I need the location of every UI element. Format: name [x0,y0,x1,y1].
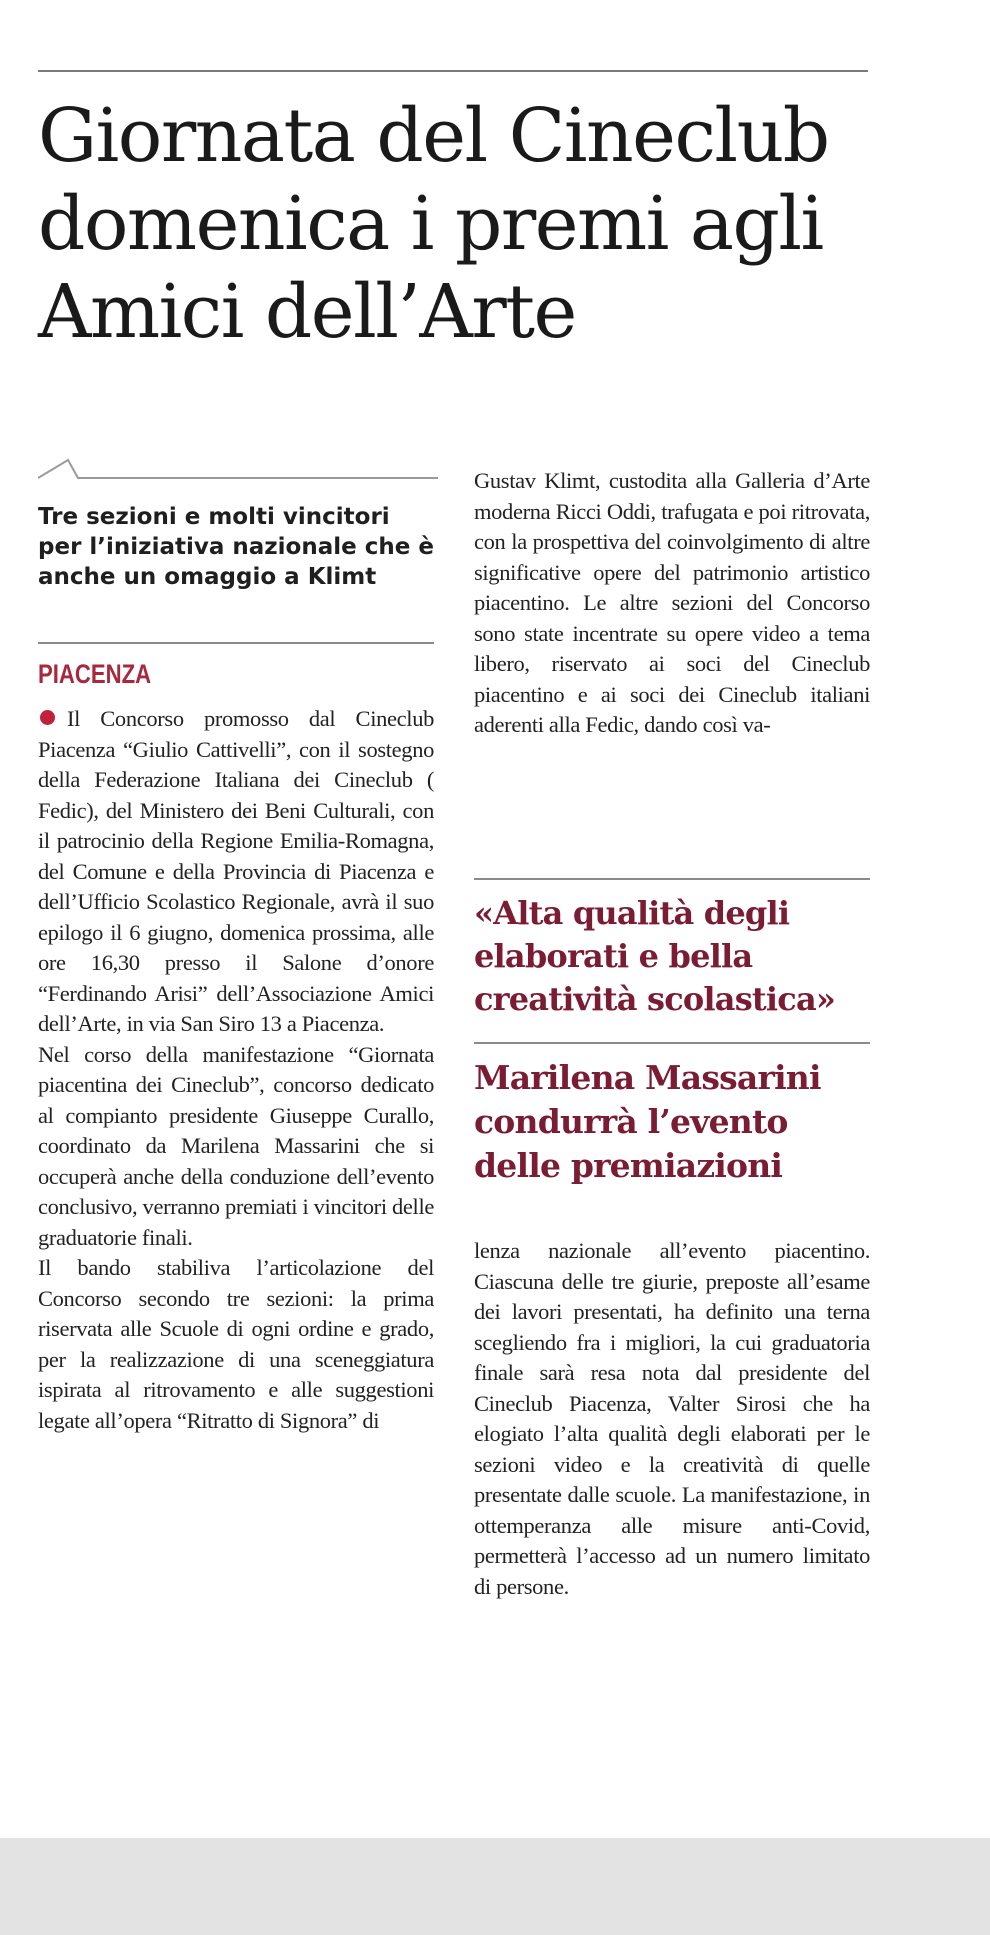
quote-divider-top [474,878,870,880]
article-body-left [38,704,434,1436]
headline: Giornata del Cineclub domenica i premi agli Amici dell’Arte [38,93,829,355]
top-rule [38,70,868,72]
paragraph-5: lenza nazionale all’evento piacentino. Ciascuna delle tre giurie, preposte all’esame dei lavori presentati, ha definito una terna scegliendo fra i migliori, la cui graduatoria finale sarà resa nota dal presidente del Cineclub Piacenza, Valter Sirosi che ha elogiato l’alta qualità degli elaborati per le sezioni video e la creatività di quelle presentate dalle scuole. La manifestazione, in ottemperanza alle misure anti-Covid, permetterà l’accesso ad un numero limitato di persone. [474,1238,870,1599]
paragraph-4: Gustav Klimt, custodita alla Galleria d’Arte moderna Ricci Oddi, trafugata e poi ritrovata, con la prospettiva del coinvolgimento di altre significative opere del patrimonio artistico piacentino. Le altre sezioni del Concorso sono state incentrate su opere video a tema libero, riservato ai soci del Cineclub piacentino e ai soci dei Cineclub italiani aderenti alla Fedic, dando così va- [474,468,870,737]
decorative-rule-icon [38,450,438,480]
bullet-icon [40,710,55,725]
side-headline: Marilena Massarini condurrà l’evento delle premiazioni [474,1058,821,1185]
dateline: PIACENZA [38,659,152,689]
paragraph-3: Il bando stabiliva l’articolazione del Concorso secondo tre sezioni: la prima riservata alle Scuole di ogni ordine e grado, per la realizzazione di una sceneggiatura ispirata al ritrovamento e alle suggestioni legate all’opera “Ritratto di Signora” di [38,1255,434,1433]
subtitle: Tre sezioni e molti vincitori per l’iniziativa nazionale che è anche un omaggio a Klimt [38,504,434,590]
quote-divider-bottom [474,1042,870,1044]
article-body-right-top [474,466,870,741]
paragraph-1: Il Concorso promosso dal Cineclub Piacenza “Giulio Cattivelli”, con il sostegno della Federazione Italiana dei Cineclub ( Fedic), del Ministero dei Beni Culturali, con il patrocinio della Regione Emilia-Romagna, del Comune e della Provincia di Piacenza e dell’Ufficio Scolastico Regionale, avrà il suo epilogo il 6 giugno, domenica prossima, alle ore 16,30 presso il Salone d’onore “Ferdinando Arisi” dell’Associazione Amici dell’Arte, in via San Siro 13 a Piacenza. [38,706,434,1036]
paragraph-2: Nel corso della manifestazione “Giornata piacentina dei Cineclub”, concorso dedicato al compianto presidente Giuseppe Curallo, coordinato da Marilena Massarini che si occuperà anche della conduzione dell’evento conclusivo, verranno premiati i vincitori delle graduatorie finali. [38,1041,434,1250]
section-divider [38,642,434,644]
pull-quote: «Alta qualità degli elaborati e bella creatività scolastica» [474,894,836,1018]
article-body-right-bottom [474,1236,870,1602]
bottom-band [0,1838,990,1935]
